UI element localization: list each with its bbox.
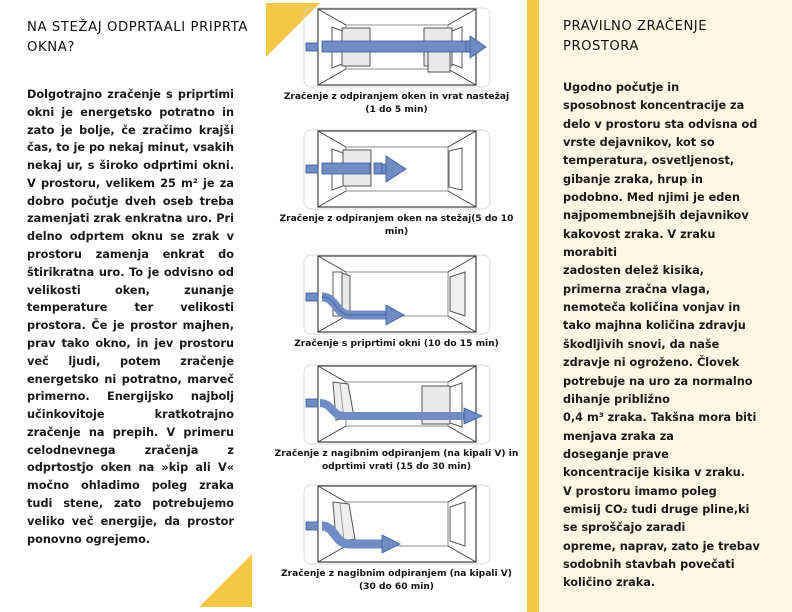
right-paragraph: V prostoru imamo poleg bbox=[563, 484, 717, 498]
right-paragraph: podobno. Med njimi je eden bbox=[563, 191, 741, 205]
room-illustration-4 bbox=[302, 363, 492, 446]
figure-caption-5-line1: Zračenje z nagibnim odpiranjem (na kipali V) bbox=[281, 569, 512, 579]
left-panel bbox=[0, 0, 266, 612]
middle-panel bbox=[266, 0, 527, 612]
right-paragraph: kakovost zraka. V zraku morabiti bbox=[563, 227, 716, 260]
figure-caption-3-line1: Zračenje s priprtimi okni (10 do 15 min) bbox=[294, 339, 499, 349]
left-panel-heading: NA STEŽAJ ODPRTAALI PRIPRTA OKNA? bbox=[27, 20, 248, 55]
diagram-room-tilt-window-open-door bbox=[302, 363, 492, 446]
figure-tilt-open-only bbox=[266, 483, 527, 594]
figure-open-windows-wide bbox=[266, 128, 527, 239]
right-paragraph: emisij CO₂ tudi druge pline,ki bbox=[563, 502, 750, 516]
right-paragraph: primerna zračna vlaga, bbox=[563, 282, 711, 296]
figure-caption-5-line2: (30 do 60 min) bbox=[359, 581, 434, 592]
figure-caption-2-line2: min) bbox=[384, 226, 409, 237]
right-paragraph: potrebuje na uro za normalno bbox=[563, 374, 753, 388]
right-paragraph: temperatura, osvetljenost, bbox=[563, 154, 735, 168]
right-paragraph: najpomembnejših dejavnikov bbox=[563, 209, 749, 223]
room-illustration-5 bbox=[302, 483, 492, 566]
figure-caption-4 bbox=[266, 448, 527, 474]
figure-caption-4-line1: Zračenje z nagibnim odpiranjem (na kipali V) in bbox=[274, 449, 519, 459]
figure-caption-1 bbox=[266, 91, 527, 117]
figure-tilted-windows bbox=[266, 253, 527, 351]
right-paragraph: doseganje prave bbox=[563, 447, 669, 461]
figure-caption-1-line2: (1 do 5 min) bbox=[365, 104, 428, 115]
figure-caption-5 bbox=[266, 568, 527, 594]
right-paragraph: sposobnost koncentracije za bbox=[563, 99, 745, 113]
figure-caption-2-line1: Zračenje z odpiranjem oken na stežaj(5 do 10 bbox=[279, 214, 514, 224]
right-panel bbox=[527, 0, 792, 612]
right-paragraph: opreme, naprav, zato je trebav bbox=[563, 539, 760, 553]
left-panel-body bbox=[27, 86, 234, 548]
right-paragraph: koncentracije kisika v zraku. bbox=[563, 466, 746, 480]
figure-open-windows-doors bbox=[266, 6, 527, 117]
yellow-accent-bar bbox=[527, 0, 539, 612]
right-paragraph: se sproščajo zaradi bbox=[563, 521, 686, 535]
diagram-room-ajar-window bbox=[302, 253, 492, 336]
right-paragraph: gibanje zraka, hrup in bbox=[563, 172, 703, 186]
figure-caption-1-line1: Zračenje z odpiranjem oken in vrat nastežaj bbox=[283, 92, 510, 102]
right-paragraph: škodljivih snovi, da naše bbox=[563, 337, 720, 351]
right-paragraph: dihanje približno bbox=[563, 392, 670, 406]
left-panel-body-text: Dolgotrajno zračenje s priprtimi okni je energetsko potratno in zato je bolje, če zračimo krajši čas, to je po nekaj minut, vsakih nekaj ur, s široko odprtimi okni. V prostoru, velikem 25 m² je za dobro počutje dveh oseb treba zamenjati zrak enkratna uro. Pri delno odprtem oknu se zrak v prostoru zamenja enkrat do štirikratna uro. To je odvisno od velikosti oken, zunanje temperature ter velikosti prostora. Če je prostor majhen, prav tako okno, in jev prostoru več ljudi, potem zračenje energetsko ni potratno, marveč primerno. Energijsko najbolj učinkovitoje kratkotrajno zračenje na prepih. V primeru celodnevnega zračenja z odprtostjo oken na »kip ali V« močno ohladimo poleg zraka tudi stene, zato potrebujemo veliko več energije, da prostor ponovno ogrejemo. bbox=[27, 88, 234, 546]
figure-caption-4-line2: odprtimi vrati (15 do 30 min) bbox=[321, 461, 472, 472]
right-paragraph: zadosten delež kisika, bbox=[563, 264, 705, 278]
right-paragraph: zdravje ni ogroženo. Človek bbox=[563, 356, 740, 370]
right-paragraph: količino zraka. bbox=[563, 576, 656, 590]
figure-tilt-open-with-door bbox=[266, 363, 527, 474]
right-paragraph: menjava zraka za bbox=[563, 429, 674, 443]
room-illustration-3 bbox=[302, 253, 492, 336]
diagram-room-single-window bbox=[302, 128, 492, 211]
yellow-triangle-bottom-right-icon bbox=[199, 554, 252, 607]
right-paragraph: Ugodno počutje in bbox=[563, 81, 680, 94]
figure-caption-3 bbox=[266, 338, 527, 351]
room-illustration-1 bbox=[302, 6, 492, 89]
room-illustration-2 bbox=[302, 128, 492, 211]
figure-caption-2 bbox=[266, 213, 527, 239]
right-paragraph: tako majhna količina zdravju bbox=[563, 319, 746, 333]
right-paragraph: sodobnih stavbah povečati bbox=[563, 557, 735, 571]
right-panel-heading: PRAVILNO ZRAČENJE PROSTORA bbox=[563, 19, 708, 55]
right-paragraph: 0,4 m³ zraka. Takšna mora biti bbox=[563, 411, 757, 425]
right-panel-body bbox=[563, 79, 768, 593]
diagram-room-tilt-window-only bbox=[302, 483, 492, 566]
right-paragraph: delo v prostoru sta odvisna od bbox=[563, 117, 758, 131]
right-paragraph: nemoteča količina vonjav in bbox=[563, 301, 741, 315]
diagram-room-cross-ventilation bbox=[302, 6, 492, 89]
right-paragraph: vrste dejavnikov, kot so bbox=[563, 136, 715, 150]
